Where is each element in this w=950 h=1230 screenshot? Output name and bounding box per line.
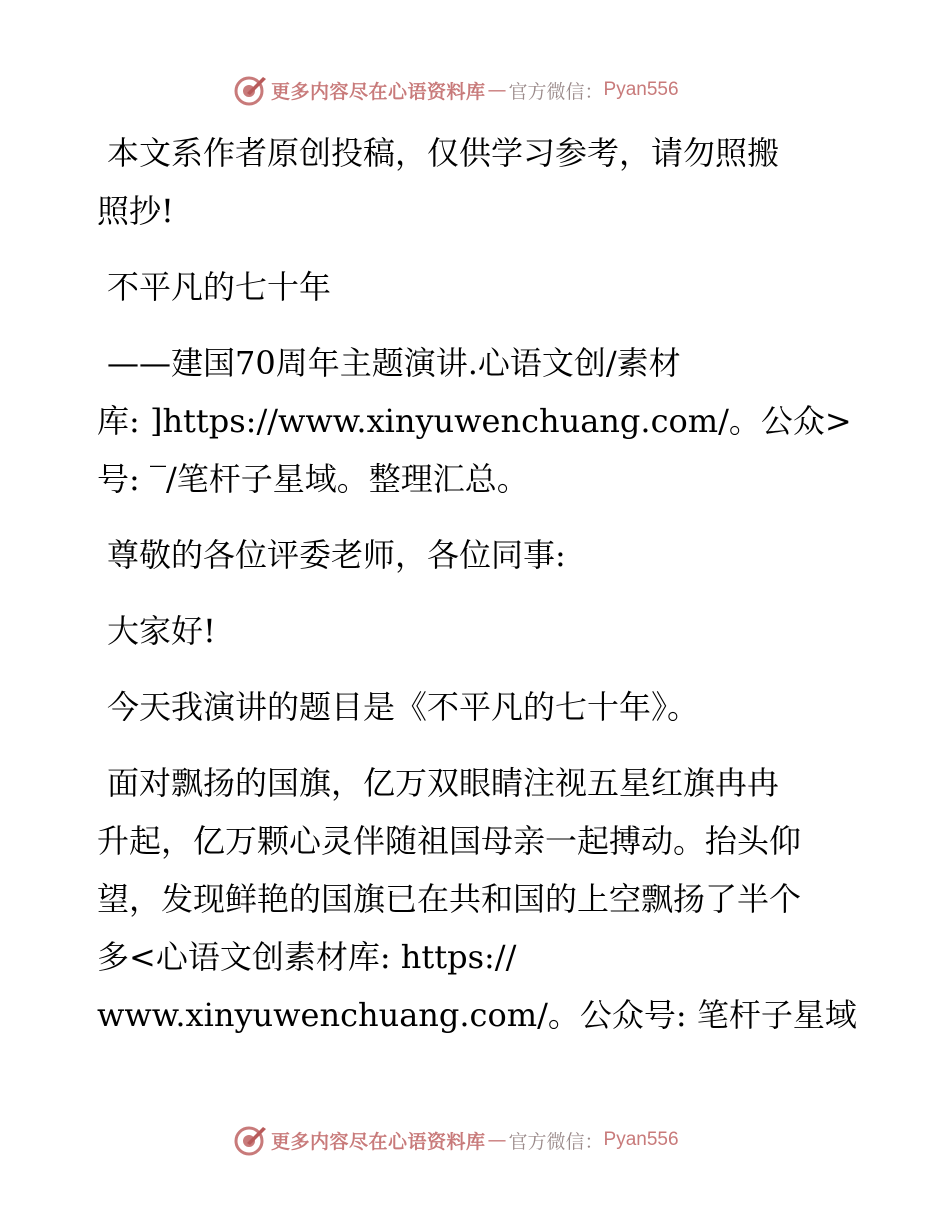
text-line: 今天我演讲的题目是《不平凡的七十年》。 (107, 688, 700, 726)
pen-logo-icon (233, 1123, 267, 1157)
footer-wechat-label: 官方微信： (508, 1130, 604, 1153)
footer-slogan: 更多内容尽在心语资料库 (271, 1130, 486, 1153)
text-line: 尊敬的各位评委老师，各位同事: (107, 536, 566, 574)
text-line: www.xinyuwenchuang.com/。公众号: 笔杆子星域 (97, 996, 857, 1034)
header-slogan: 更多内容尽在心语资料库 (271, 80, 486, 103)
paragraph-topic (97, 678, 867, 736)
text-line: ——建国70周年主题演讲.心语文创/素材 (107, 344, 681, 382)
text-line: 号: ‾/笔杆子星域。整理汇总。 (97, 460, 529, 498)
text-line: 多<心语文创素材库: https:// (97, 938, 517, 976)
text-line: 照抄! (97, 192, 174, 230)
header-dash: — (487, 79, 507, 101)
text-line: 本文系作者原创投稿，仅供学习参考，请勿照搬 (107, 134, 780, 172)
text-line: 望，发现鲜艳的国旗已在共和国的上空飘扬了半个 (97, 880, 802, 918)
header-banner (233, 72, 679, 108)
document-body (97, 124, 867, 1062)
pen-logo-icon (233, 73, 267, 107)
text-line: 库: ]https://www.xinyuwenchuang.com/。公众> (97, 402, 852, 440)
text-line: 升起，亿万颗心灵伴随祖国母亲一起搏动。抬头仰 (97, 822, 802, 860)
text-line: 大家好! (107, 612, 216, 650)
paragraph-body (97, 754, 867, 1044)
paragraph-title (97, 258, 867, 316)
document-title: 不平凡的七十年 (107, 268, 332, 306)
footer-wechat-id: Pyan556 (603, 1129, 679, 1150)
paragraph-disclaimer (97, 124, 867, 240)
paragraph-subtitle (97, 334, 867, 508)
header-wechat-id: Pyan556 (603, 79, 679, 100)
text-line: 面对飘扬的国旗，亿万双眼睛注视五星红旗冉冉 (107, 764, 780, 802)
footer-dash: — (487, 1129, 507, 1151)
paragraph-greeting (97, 526, 867, 584)
paragraph-hello (97, 602, 867, 660)
footer-banner (233, 1122, 679, 1158)
header-wechat-label: 官方微信： (508, 80, 604, 103)
